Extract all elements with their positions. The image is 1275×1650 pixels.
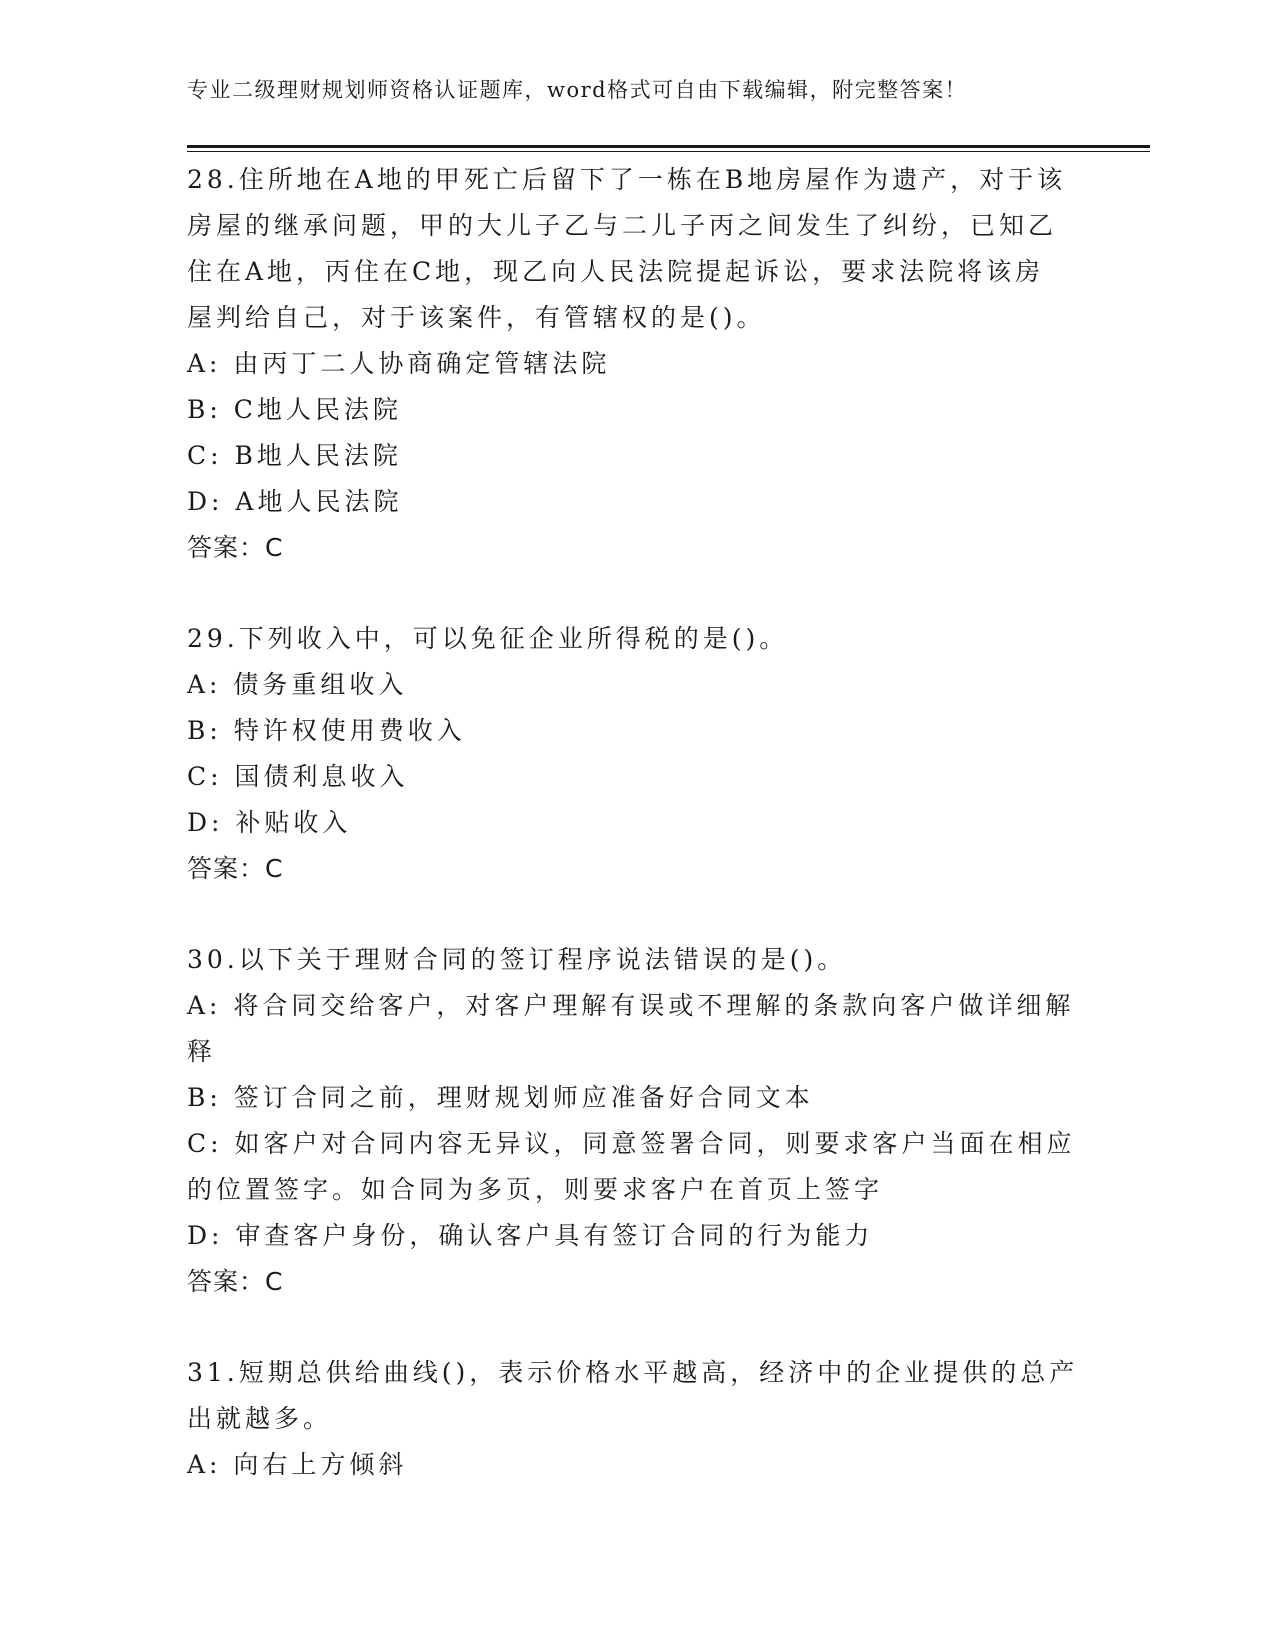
answer-label: 答案：C (187, 1267, 284, 1296)
question-stem-line: 30.以下关于理财合同的签订程序说法错误的是()。 (187, 945, 847, 974)
question-stem-line: 住在A地，丙住在C地，现乙向人民法院提起诉讼，要求法院将该房 (187, 257, 1045, 286)
option-d: D: 补贴收入 (187, 808, 352, 837)
option-c: C: 国债利息收入 (187, 762, 409, 791)
question-list (187, 157, 1087, 1488)
question-stem-line: 28.住所地在A地的甲死亡后留下了一栋在B地房屋作为遗产，对于该 (187, 165, 1067, 194)
question-stem-line: 出就越多。 (187, 1404, 333, 1433)
question-stem-line: 31.短期总供给曲线()，表示价格水平越高，经济中的企业提供的总产 (187, 1358, 1079, 1387)
option-c: C: B地人民法院 (187, 441, 402, 470)
option-b: B: 签订合同之前，理财规划师应准备好合同文本 (187, 1083, 814, 1112)
option-a: A: 将合同交给客户，对客户理解有误或不理解的条款向客户做详细解 (187, 991, 1075, 1020)
option-a-continuation: 释 (187, 1037, 217, 1066)
answer-label: 答案：C (187, 533, 284, 562)
question-30 (187, 937, 1087, 1305)
question-31 (187, 1350, 1087, 1488)
question-spacer (187, 892, 1087, 937)
question-stem-line: 房屋的继承问题，甲的大儿子乙与二儿子丙之间发生了纠纷，已知乙 (187, 211, 1058, 240)
question-29 (187, 616, 1087, 892)
option-c-continuation: 的位置签字。如合同为多页，则要求客户在首页上签字 (187, 1175, 884, 1204)
option-b: B: C地人民法院 (187, 395, 402, 424)
page-header: 专业二级理财规划师资格认证题库，word格式可自由下载编辑，附完整答案！ (187, 78, 968, 102)
option-a: A: 向右上方倾斜 (187, 1450, 408, 1479)
option-a: A: 债务重组收入 (187, 670, 408, 699)
question-spacer (187, 571, 1087, 616)
question-stem-line: 29.下列收入中，可以免征企业所得税的是()。 (187, 624, 789, 653)
question-spacer (187, 1305, 1087, 1350)
header-divider-thin (187, 151, 1150, 152)
option-d: D: 审查客户身份，确认客户具有签订合同的行为能力 (187, 1221, 874, 1250)
option-a: A: 由丙丁二人协商确定管辖法院 (187, 349, 611, 378)
question-stem-line: 屋判给自己，对于该案件，有管辖权的是()。 (187, 303, 766, 332)
option-b: B: 特许权使用费收入 (187, 716, 466, 745)
answer-label: 答案：C (187, 854, 284, 883)
option-d: D: A地人民法院 (187, 487, 403, 516)
option-c: C: 如客户对合同内容无异议，同意签署合同，则要求客户当面在相应 (187, 1129, 1076, 1158)
header-divider-thick (187, 145, 1150, 148)
question-28 (187, 157, 1087, 571)
